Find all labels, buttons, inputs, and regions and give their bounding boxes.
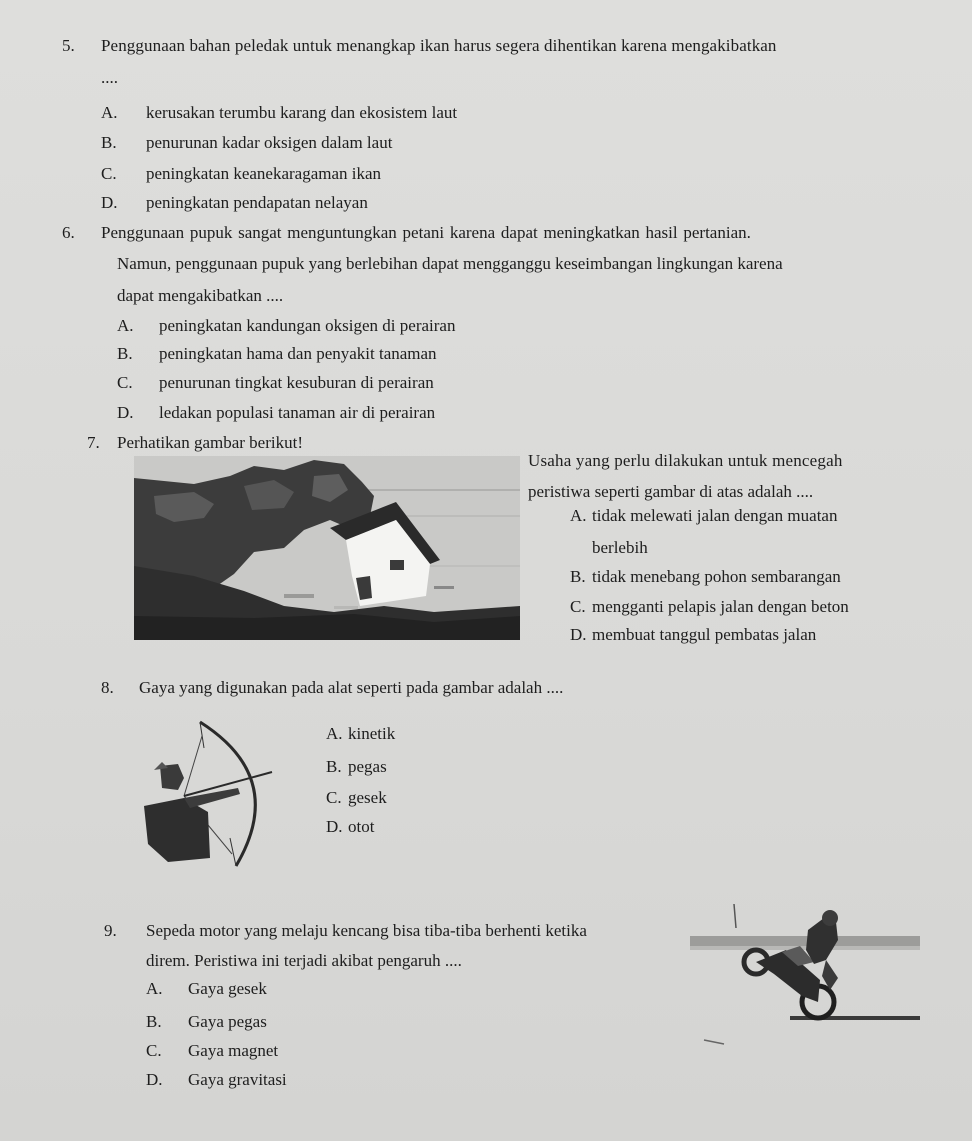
option-letter: B. [117,344,133,363]
question-stem-line: dapat mengakibatkan .... [117,286,284,305]
question-stem: Gaya yang digunakan pada alat seperti pada gambar adalah .... [139,678,564,697]
option-text: penurunan kadar oksigen dalam laut [146,133,393,152]
option-letter: C. [570,597,586,616]
option-text: gesek [348,788,387,807]
option-letter: A. [326,724,343,743]
option-letter: D. [326,817,343,836]
option-letter: B. [146,1012,162,1031]
option-letter: C. [146,1041,162,1060]
option-text: tidak melewati jalan dengan muatan [592,506,838,525]
option-text: kerusakan terumbu karang dan ekosistem laut [146,103,458,122]
option-text: peningkatan hama dan penyakit tanaman [159,344,437,363]
option-letter: C. [117,373,133,392]
question-number: 7. [87,433,100,452]
option-letter: B. [570,567,586,586]
question-stem: Penggunaan bahan peledak untuk menangkap ikan harus segera dihentikan karena mengakibatkan [101,36,777,55]
option-text: Gaya gravitasi [188,1070,287,1089]
option-text: Gaya pegas [188,1012,267,1031]
option-letter: A. [117,316,134,335]
option-text: otot [348,817,375,836]
option-text: mengganti pelapis jalan dengan beton [592,597,849,616]
question-stem-line: Usaha yang perlu dilakukan untuk mencegah [528,451,843,470]
option-text: peningkatan pendapatan nelayan [146,193,368,212]
landslide-house-image [134,456,520,640]
option-letter: D. [570,625,587,644]
question-blank: .... [101,68,118,87]
option-text: penurunan tingkat kesuburan di perairan [159,373,434,392]
question-stem-line: direm. Peristiwa ini terjadi akibat pengaruh .... [146,951,462,970]
question-intro: Perhatikan gambar berikut! [117,433,303,452]
question-number: 8. [101,678,114,697]
question-number: 9. [104,921,117,940]
question-number: 5. [62,36,75,55]
option-letter: A. [570,506,587,525]
question-number: 6. [62,223,75,242]
option-letter: D. [101,193,118,212]
option-text: peningkatan keanekaragaman ikan [146,164,382,183]
question-stem-line: Sepeda motor yang melaju kencang bisa tiba-tiba berhenti ketika [146,921,587,940]
motorcycle-stoppie-image [690,900,920,1060]
option-letter: B. [326,757,342,776]
option-letter: C. [326,788,342,807]
option-text-continued: berlebih [592,538,648,557]
option-letter: A. [101,103,118,122]
option-text: membuat tanggul pembatas jalan [592,625,817,644]
option-text: pegas [348,757,387,776]
option-letter: C. [101,164,117,183]
option-text: kinetik [348,724,396,743]
option-letter: B. [101,133,117,152]
option-letter: D. [117,403,134,422]
archer-bow-image [138,718,278,868]
question-stem-line: Namun, penggunaan pupuk yang berlebihan dapat mengganggu keseimbangan lingkungan karena [117,254,783,273]
option-text: ledakan populasi tanaman air di perairan [159,403,436,422]
option-text: Gaya gesek [188,979,267,998]
option-text: Gaya magnet [188,1041,279,1060]
option-letter: D. [146,1070,163,1089]
question-stem-line: Penggunaan pupuk sangat menguntungkan petani karena dapat meningkatkan hasil pertanian. [101,223,751,242]
option-text: tidak menebang pohon sembarangan [592,567,841,586]
option-letter: A. [146,979,163,998]
question-stem-line: peristiwa seperti gambar di atas adalah .... [528,482,814,501]
option-text: peningkatan kandungan oksigen di perairan [159,316,456,335]
